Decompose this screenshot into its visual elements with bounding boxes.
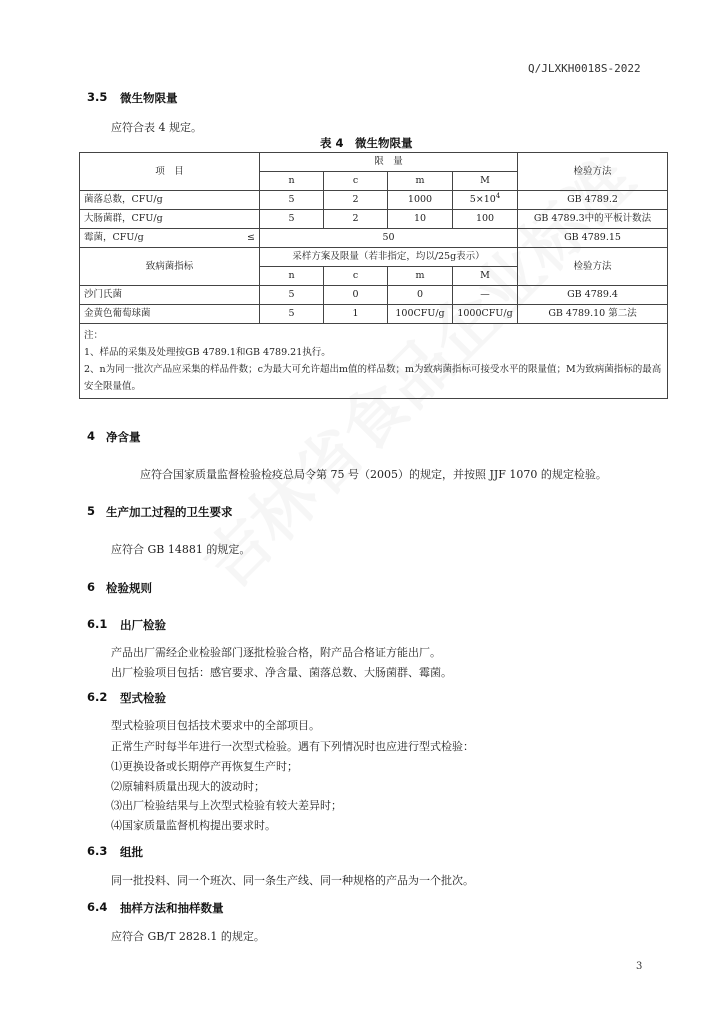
header-m: m [388, 267, 453, 286]
cell-n: 5 [260, 191, 324, 210]
cell-M [453, 191, 518, 210]
section-5-text: 应符合 GB 14881 的规定。 [111, 543, 251, 556]
pathogen-header-row [80, 248, 668, 267]
cell-m: 10 [388, 210, 453, 229]
section-6-3-number: 6.3 [87, 844, 108, 858]
cell-item: 大肠菌群，CFU/g [80, 210, 260, 229]
header-M: M [453, 172, 518, 191]
section-4-title: 净含量 [106, 430, 141, 444]
notes-title: 注： [84, 330, 104, 341]
section-6-1-number: 6.1 [87, 617, 108, 631]
cell-method: GB 4789.4 [518, 286, 668, 305]
section-6-4-text: 应符合 GB/T 2828.1 的规定。 [111, 930, 265, 943]
section-6-number: 6 [87, 580, 96, 594]
header-c: c [324, 172, 388, 191]
cell-m: 1000 [388, 191, 453, 210]
cell-c: 1 [324, 305, 388, 324]
sampling-plan: 采样方案及限量（若非指定，均以/25g表示） [260, 248, 518, 267]
cell-method: GB 4789.15 [518, 229, 668, 248]
section-3-5-text: 应符合表 4 规定。 [111, 121, 202, 134]
note-1: 1、样品的采集及处理按GB 4789.1和GB 4789.21执行。 [84, 347, 331, 358]
pathogen-title: 致病菌指标 [80, 248, 260, 286]
cell-item: 菌落总数，CFU/g [80, 191, 260, 210]
section-6-2-number: 6.2 [87, 690, 108, 704]
cell-m: 0 [388, 286, 453, 305]
section-4-text: 应符合国家质量监督检验检疫总局令第 75 号（2005）的规定，并按照 JJF 1070 的规定检验。 [140, 468, 607, 481]
section-6-2-item-2: ⑵原辅料质量出现大的波动时； [111, 780, 265, 793]
section-6-2-line-1: 型式检验项目包括技术要求中的全部项目。 [111, 719, 320, 732]
cell-n: 5 [260, 286, 324, 305]
section-6-1-line-2: 出厂检验项目包括：感官要求、净含量、菌落总数、大肠菌群、霉菌。 [111, 666, 452, 679]
cell-item-operator: ≤ [247, 232, 255, 243]
section-6-title: 检验规则 [106, 581, 152, 595]
table-row [80, 210, 668, 229]
cell-c: 0 [324, 286, 388, 305]
header-m: m [388, 172, 453, 191]
cell-c: 2 [324, 210, 388, 229]
cell-item [80, 229, 260, 248]
cell-item: 沙门氏菌 [80, 286, 260, 305]
cell-method: GB 4789.2 [518, 191, 668, 210]
header-method: 检验方法 [518, 153, 668, 191]
cell-c: 2 [324, 191, 388, 210]
header-item: 项 目 [80, 153, 260, 191]
section-3-5-number: 3.5 [87, 90, 108, 104]
header-c: c [324, 267, 388, 286]
table-caption: 表 4 微生物限量 [320, 136, 413, 150]
table-notes [80, 324, 668, 399]
header-n: n [260, 267, 324, 286]
cell-method: GB 4789.3中的平板计数法 [518, 210, 668, 229]
microbial-limit-table [79, 152, 668, 399]
section-6-1-title: 出厂检验 [120, 618, 166, 632]
table-row [80, 286, 668, 305]
notes-row [80, 324, 668, 399]
section-6-2-item-4: ⑷国家质量监督机构提出要求时。 [111, 819, 276, 832]
cell-M: 100 [453, 210, 518, 229]
table-row [80, 229, 668, 248]
cell-n: 5 [260, 210, 324, 229]
note-2: 2、n为同一批次产品应采集的样品件数；c为最大可允许超出m值的样品数；m为致病菌指标可接受水平的限量值；M为致病菌指标的最高安全限量值。 [84, 364, 662, 392]
cell-M: — [453, 286, 518, 305]
section-6-2-title: 型式检验 [120, 691, 166, 705]
cell-M-exponent: 4 [495, 191, 501, 200]
cell-item-label: 霉菌，CFU/g [84, 232, 144, 243]
cell-M-base: 5×10 [469, 194, 496, 205]
cell-n: 5 [260, 305, 324, 324]
section-6-3-text: 同一批投料、同一个班次、同一条生产线、同一种规格的产品为一个批次。 [111, 874, 474, 887]
table-row [80, 305, 668, 324]
cell-item: 金黄色葡萄球菌 [80, 305, 260, 324]
cell-m: 100CFU/g [388, 305, 453, 324]
section-6-2-item-3: ⑶出厂检验结果与上次型式检验有较大差异时； [111, 799, 342, 812]
header-M: M [453, 267, 518, 286]
section-5-title: 生产加工过程的卫生要求 [106, 505, 233, 519]
header-limit: 限 量 [260, 153, 518, 172]
page-number: 3 [636, 961, 643, 972]
section-5-number: 5 [87, 504, 96, 518]
table-header-row [80, 153, 668, 172]
table-row [80, 191, 668, 210]
cell-method: GB 4789.10 第二法 [518, 305, 668, 324]
section-6-2-item-1: ⑴更换设备或长期停产再恢复生产时； [111, 760, 298, 773]
section-6-3-title: 组批 [120, 845, 143, 859]
cell-M: 1000CFU/g [453, 305, 518, 324]
header-n: n [260, 172, 324, 191]
section-4-number: 4 [87, 429, 96, 443]
section-3-5-title: 微生物限量 [120, 91, 178, 105]
standard-code: Q/JLXKH0018S-2022 [528, 62, 641, 75]
section-6-1-line-1: 产品出厂需经企业检验部门逐批检验合格，附产品合格证方能出厂。 [111, 646, 441, 659]
section-6-4-number: 6.4 [87, 900, 108, 914]
section-6-2-line-2: 正常生产时每半年进行一次型式检验。遇有下列情况时也应进行型式检验： [111, 740, 474, 753]
section-6-4-title: 抽样方法和抽样数量 [120, 901, 224, 915]
cell-limit: 50 [260, 229, 518, 248]
header-method: 检验方法 [518, 248, 668, 286]
